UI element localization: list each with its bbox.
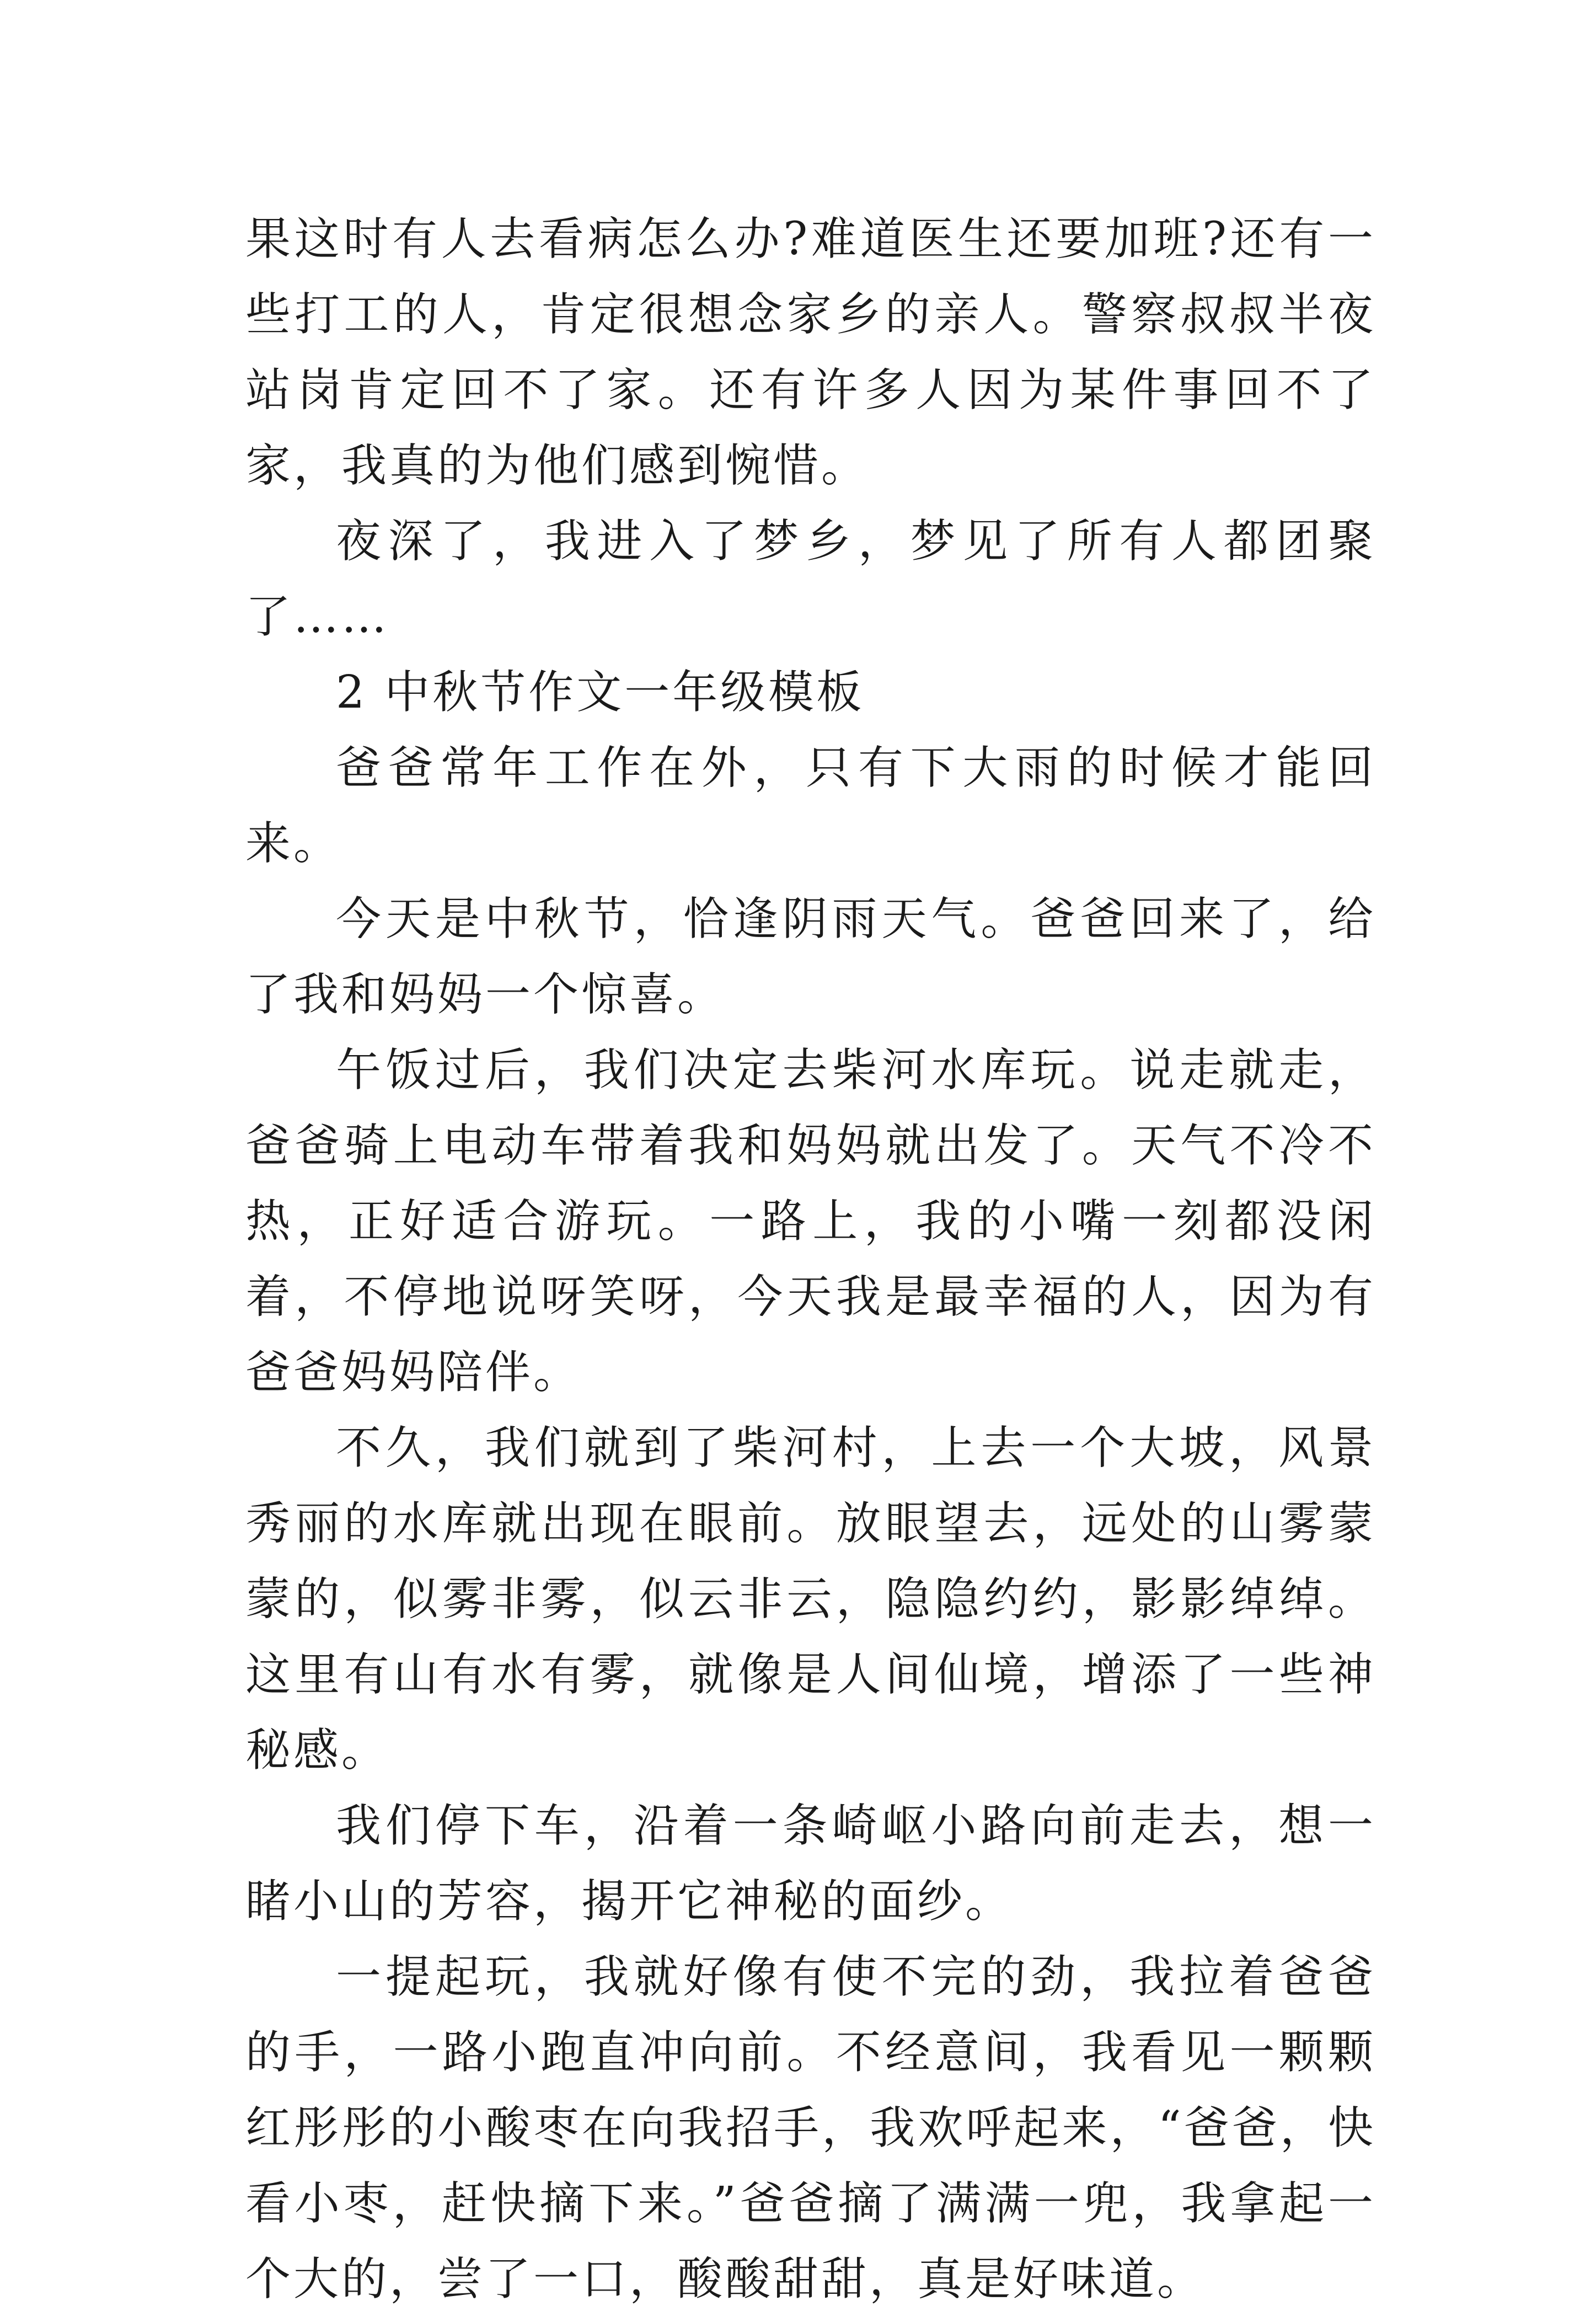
paragraph-2: 夜深了，我进入了梦乡，梦见了所有人都团聚了…… (245, 515, 1376, 643)
paragraph-6: 不久，我们就到了柴河村，上去一个大坡，风景秀丽的水库就出现在眼前。放眼望去，远处的山雾蒙蒙的，似雾非雾，似云非云，隐隐约约，影影绰绰。这里有山有水有雾，就像是人间仙境，增添了一些神秘感。 (245, 1422, 1376, 1776)
paragraph-5: 午饭过后，我们决定去柴河水库玩。说走就走，爸爸骑上电动车带着我和妈妈就出发了。天气不冷不热，正好适合游玩。一路上，我的小嘴一刻都没闲着，不停地说呀笑呀，今天我是最幸福的人，因为有爸爸妈妈陪伴。 (245, 1044, 1376, 1399)
paragraph-1: 果这时有人去看病怎么办?难道医生还要加班?还有一些打工的人，肯定很想念家乡的亲人。警察叔叔半夜站岗肯定回不了家。还有许多人因为某件事回不了家，我真的为他们感到惋惜。 (245, 213, 1376, 492)
section-heading: 2 中秋节作文一年级模板 (336, 666, 865, 719)
paragraph-4: 今天是中秋节，恰逢阴雨天气。爸爸回来了，给了我和妈妈一个惊喜。 (245, 893, 1376, 1021)
paragraph-3: 爸爸常年工作在外，只有下大雨的时候才能回来。 (245, 742, 1376, 870)
document-page (245, 201, 1376, 2317)
paragraph-7: 我们停下车，沿着一条崎岖小路向前走去，想一睹小山的芳容，揭开它神秘的面纱。 (245, 1800, 1376, 1928)
paragraph-8: 一提起玩，我就好像有使不完的劲，我拉着爸爸的手，一路小跑直冲向前。不经意间，我看见一颗颗红彤彤的小酸枣在向我招手，我欢呼起来，“爸爸，快看小枣，赶快摘下来。”爸爸摘了满满一兜，我拿起一个大的，尝了一口，酸酸甜甜，真是好味道。 (245, 1951, 1376, 2305)
